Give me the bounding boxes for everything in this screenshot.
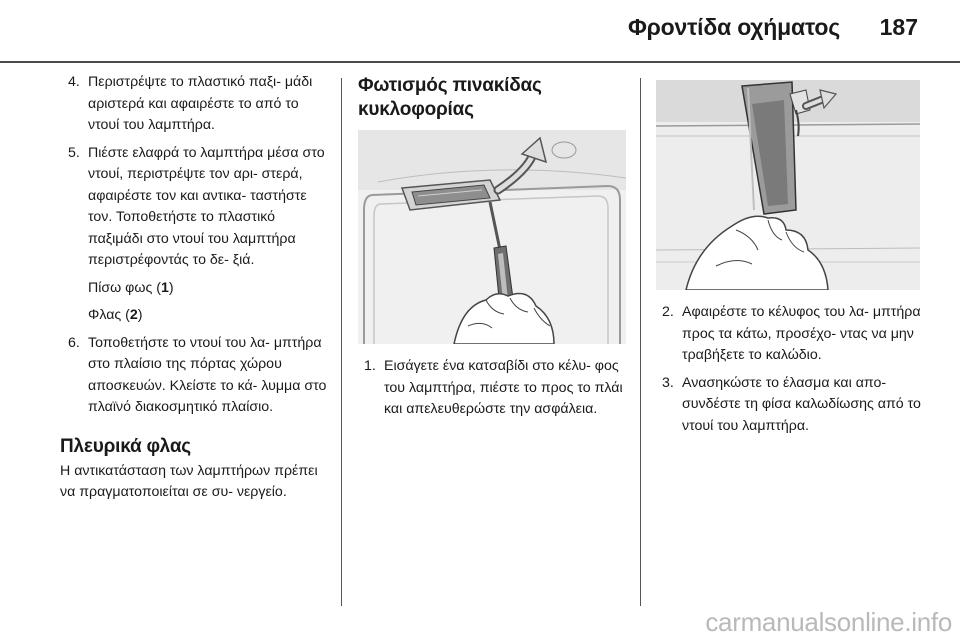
item-number: 4. xyxy=(68,74,80,90)
column-divider xyxy=(341,78,342,606)
list-item xyxy=(62,333,330,419)
license-plate-light-figure-2 xyxy=(656,80,920,290)
list-item xyxy=(656,302,946,367)
item-text: Ανασηκώστε το έλασμα και απο- συνδέστε τη φίσα καλωδίωσης από το ντουί του λαμπτήρα. xyxy=(682,374,921,434)
right-column-steps xyxy=(656,302,946,443)
rear-light-label: Πίσω φως ( xyxy=(88,279,161,296)
flash-note xyxy=(62,305,330,327)
rear-light-close: ) xyxy=(168,279,174,296)
item-text: Αφαιρέστε το κέλυφος του λα- μπτήρα προς τα κάτω, προσέχο- ντας να μην τραβήξετε το καλώδιο. xyxy=(682,304,921,363)
page-header xyxy=(0,0,960,62)
rear-light-ref: 1 xyxy=(160,279,169,296)
column-divider xyxy=(640,78,641,606)
list-item xyxy=(62,143,330,272)
item-text: Περιστρέψτε το πλαστικό παξι- μάδι αριστερά και αφαιρέστε το από το ντουί του λαμπτήρα. xyxy=(88,74,313,133)
watermark: carmanualsonline.info xyxy=(705,607,952,637)
list-item xyxy=(62,72,330,137)
item-text: Εισάγετε ένα κατσαβίδι στο κέλυ- φος του λαμπτήρα, πιέστε το προς το πλάι και απελευθερώστε την ασφάλεια. xyxy=(384,358,623,417)
page-number: 187 xyxy=(879,14,918,40)
list-item xyxy=(656,373,946,438)
item-number: 6. xyxy=(68,334,80,351)
license-plate-light-figure-1 xyxy=(358,130,626,344)
item-text: Τοποθετήστε το ντουί του λα- μπτήρα στο πλαίσιο της πόρτας χώρου αποσκευών. Κλείστε το κά- λυμμα στο πλαϊνό διακοσμητικό πλαίσιο. xyxy=(88,334,327,415)
flash-ref: 2 xyxy=(129,307,138,323)
item-number: 2. xyxy=(662,304,674,320)
section-heading-line2: κυκλοφορίας xyxy=(358,99,474,120)
section-heading-line1: Φωτισμός πινακίδας xyxy=(358,75,542,96)
rear-light-note xyxy=(62,278,330,300)
section-text: Η αντικατάσταση των λαμπτήρων πρέπει να πραγματοποιείται σε συ- νεργείο. xyxy=(60,462,318,500)
page-title: Φροντίδα οχήματος xyxy=(627,14,840,40)
flash-close: ) xyxy=(137,307,143,323)
item-number: 1. xyxy=(364,358,376,374)
flash-label: Φλας ( xyxy=(88,307,130,323)
list-item xyxy=(358,356,630,421)
middle-column-steps xyxy=(358,356,630,427)
section-heading: Πλευρικά φλας xyxy=(60,435,191,457)
left-column xyxy=(62,72,330,504)
item-number: 5. xyxy=(68,144,80,161)
header-rule xyxy=(0,61,960,63)
item-text: Πιέστε ελαφρά το λαμπτήρα μέσα στο ντουί, περιστρέψτε τον αρι- στερά, αφαιρέστε τον και αντικα- ταστήστε τον. Τοποθετήστε το πλαστικό παξιμάδι στο ντουί του λαμπτήρα περιστρέφοντάς το δε- ξιά. xyxy=(88,144,325,268)
middle-column xyxy=(358,74,630,122)
item-number: 3. xyxy=(662,374,674,391)
